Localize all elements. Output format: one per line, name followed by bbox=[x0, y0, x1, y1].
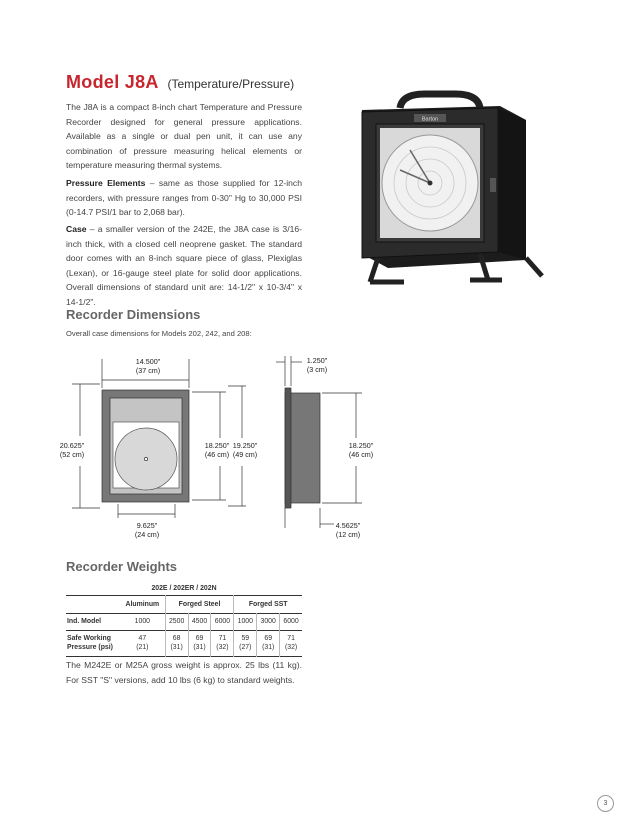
dim-height-in: 20.625" bbox=[59, 441, 85, 450]
material-header: Forged SST bbox=[234, 595, 302, 613]
dim-side-top bbox=[300, 356, 334, 374]
material-header: Aluminum bbox=[125, 600, 160, 608]
dim-door-height bbox=[228, 441, 262, 459]
dim-side-top-cm: (3 cm) bbox=[306, 365, 328, 374]
material-header: Forged Steel bbox=[165, 595, 234, 613]
page-number: 3 bbox=[597, 795, 614, 812]
table-cell: 4500 bbox=[188, 613, 211, 630]
dim-width bbox=[118, 357, 178, 375]
dim-bottom bbox=[117, 521, 177, 539]
dim-door-h-cm: (49 cm) bbox=[232, 450, 258, 459]
table-cell: 69 (31) bbox=[188, 630, 211, 656]
dim-bottom-cm: (24 cm) bbox=[134, 530, 160, 539]
weights-heading: Recorder Weights bbox=[66, 559, 178, 574]
table-cell: 69 (31) bbox=[257, 630, 280, 656]
table-cell: 6000 bbox=[280, 613, 302, 630]
table-cell: 47 (21) bbox=[136, 635, 149, 651]
table-cell: 68 (31) bbox=[165, 630, 188, 656]
front-chart-hub bbox=[144, 457, 147, 460]
weights-table bbox=[66, 582, 302, 657]
table-cell: 59 (27) bbox=[234, 630, 257, 656]
dim-width-cm: (37 cm) bbox=[135, 366, 161, 375]
dim-depth bbox=[330, 521, 366, 539]
table-cell: 2500 bbox=[165, 613, 188, 630]
pressure-text: – same as those supplied for 12-inch recorders, with pressure ranges from 0-30" Hg to 30,000 PSI (0-14.7 PSI/1 bar to 2,068 bar). bbox=[66, 178, 302, 218]
dim-inner-h-in: 18.250" bbox=[204, 441, 230, 450]
table-row bbox=[66, 630, 302, 656]
dimensions-caption: Overall case dimensions for Models 202, 242, and 208: bbox=[66, 329, 252, 338]
dimensions-heading: Recorder Dimensions bbox=[66, 307, 201, 322]
case-text: – a smaller version of the 242E, the J8A case is 3/16-inch thick, with a closed cell neoprene gasket. The standard door comes with an 8-inch square piece of glass, Plexiglas (Lexan), or 16-gauge steel plate for solid door applications. Overall dimensions of standard unit are: 14-1/2" x 10-3/4" x 14-1/2". bbox=[66, 224, 302, 307]
pressure-label: Pressure Elements bbox=[66, 178, 146, 188]
row-label: Ind. Model bbox=[67, 618, 102, 625]
row-label-line: Pressure (psi) bbox=[67, 644, 113, 651]
case-label: Case bbox=[66, 224, 87, 234]
weights-note: The M242E or M25A gross weight is approx. 25 lbs (11 kg). For SST "S" versions, add 10 lbs (6 kg) to standard weights. bbox=[66, 660, 302, 685]
dim-side-top-in: 1.250" bbox=[306, 356, 328, 365]
row-label-pressure bbox=[66, 630, 120, 656]
table-cell: 6000 bbox=[211, 613, 234, 630]
side-door-edge bbox=[285, 388, 291, 508]
dim-door-h-in: 19.250" bbox=[232, 441, 258, 450]
table-cell: 1000 bbox=[134, 618, 151, 625]
intro-paragraph: The J8A is a compact 8-inch chart Temperature and Pressure Recorder designed for general pressure applications. Available as a single or dual pen unit, it can use any combination of pressure measuring helical elements or temperature measuring thermal systems. bbox=[66, 102, 302, 171]
brand-text: Barton bbox=[421, 116, 439, 123]
dim-inner-h-cm: (46 cm) bbox=[204, 450, 230, 459]
model-subtitle: (Temperature/Pressure) bbox=[167, 77, 295, 91]
table-row bbox=[66, 613, 302, 630]
dim-width-in: 14.500" bbox=[135, 357, 161, 366]
dim-side-h-cm: (46 cm) bbox=[348, 450, 374, 459]
dim-depth-cm: (12 cm) bbox=[335, 530, 361, 539]
table-group-row bbox=[66, 582, 302, 595]
dim-side-height bbox=[344, 441, 378, 459]
table-cell: 1000 bbox=[234, 613, 257, 630]
row-label-line: Safe Working bbox=[67, 635, 111, 642]
table-cell: 3000 bbox=[257, 613, 280, 630]
table-cell: 71 (32) bbox=[211, 630, 234, 656]
dim-height-cm: (52 cm) bbox=[59, 450, 85, 459]
dim-depth-in: 4.5625" bbox=[335, 521, 361, 530]
group-header: 202E / 202ER / 202N bbox=[151, 584, 217, 592]
dim-height bbox=[52, 441, 92, 459]
table-material-row bbox=[66, 595, 302, 613]
dim-side-h-in: 18.250" bbox=[348, 441, 374, 450]
table-cell: 71 (32) bbox=[280, 630, 302, 656]
model-name: Model J8A bbox=[66, 72, 159, 92]
dim-bottom-in: 9.625" bbox=[136, 521, 158, 530]
